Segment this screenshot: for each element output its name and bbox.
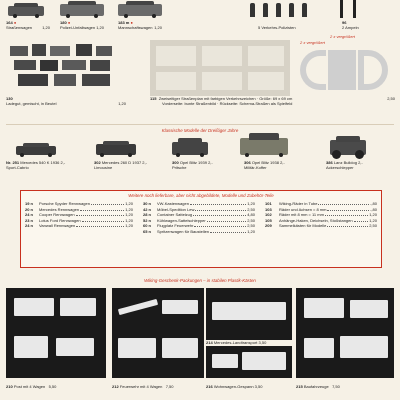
road-pieces-photo [300, 46, 390, 94]
list-item: 102 Räder mit 8 mm = 11 mm 1,20 [265, 212, 377, 218]
traffic-lights [340, 0, 380, 18]
list-item: 52 n Kühlwagen-Sattelschlepper 2,50 [143, 217, 255, 223]
gift-packs-heading: Wiking-Geschenk-Packungen – in stabilen Plastik-Kästen [144, 278, 256, 283]
top-item-96: 96 2 Ampeln [342, 20, 359, 30]
item-115: 115 Zweiseitiger Straßenplan mit farbigen Verkehrszeichen · Größe: 69 x 69 cm 2,50 Vorderseite: bunte Straßenbild · Rückseite: Schema-Straßen als Spielfeld [150, 96, 395, 106]
top-item-police: 5 Verkehrs-Polizisten [258, 25, 296, 30]
top-row [0, 0, 400, 40]
top-item-180: 180 ● Polizei-Unfallwagen 1,20 [60, 20, 104, 30]
list-col-1 [25, 201, 133, 229]
list-item: 60 n Flugplatz Feuerwehr 2,50 [143, 223, 255, 229]
gift-item-212: 212 Feuerwehr mit 4 Wagen 7,50 [112, 384, 174, 389]
thirties-item-251: Nr. 251 Mercedes 540 K 1936 2,- Sport-Cabrio [6, 160, 66, 170]
list-item: 42 n Möbel-Spedition Lew 2,50 [143, 206, 255, 212]
divider-1 [6, 124, 394, 125]
list-item: 65 n Spritzenwagen für Baustellen 1,20 [143, 228, 255, 234]
gift-pack-photo-214 [206, 288, 292, 340]
thirties-heading: Klassische Modelle der Dreißiger Jahre [161, 128, 239, 133]
item-130: 130 Ladegut, gemischt, in Beutel 1,20 [6, 96, 126, 106]
list-item: 28 n Container Sattelzug 4,80 [143, 212, 255, 218]
thirties-item-300: 300 Opel Blitz 1939 2,- Pritsche [172, 160, 213, 170]
list-item: 209 Sammelkästen für Modelle 2,50 [265, 223, 377, 229]
gift-pack-photo-210 [6, 288, 106, 378]
gift-item-216: 216 Wohnwagen-Gespann 3,50 [206, 384, 263, 389]
top-item-164: 164 ● Straßenwagen 1,20 [6, 20, 50, 30]
gift-packs-section [0, 276, 400, 400]
list-item: 24 n Cooper Rennwagen 1,20 [25, 212, 133, 218]
more-models-heading: Weitere noch lieferbare, aber nicht abgebildete, Modelle und Zubehör-Teile [128, 193, 274, 198]
thirties-item-386: 386 Lanz Bulldog 2,- Ackerschlepper [326, 160, 363, 170]
car-photo-164 [8, 6, 44, 16]
top-item-183m: 183 m ● Mannschaftswagen 1,20 [118, 20, 162, 30]
list-item: 24 n Vanwall Rennwagen 1,20 [25, 223, 133, 229]
street-plan-photo [150, 40, 290, 96]
car-photo-183m [118, 4, 162, 16]
gift-pack-photo-212 [112, 288, 204, 378]
car-photo-180 [60, 4, 104, 16]
thirties-item-302: 302 Mercedes 260 D 1937 2,- Limousine [94, 160, 147, 170]
list-item: 23 n Lotus Ford Rennwagen 1,20 [25, 217, 133, 223]
more-models-box [20, 190, 382, 268]
gift-item-210: 210 Post mit 4 Wagen 5,50 [6, 384, 57, 389]
car-photo-306 [240, 138, 288, 155]
gift-item-215: 215 Baufahrzeuge 7,50 [296, 384, 340, 389]
second-row [0, 40, 400, 110]
list-col-2 [143, 201, 255, 235]
thirties-item-306: 306 Opel Blitz 1938 2,- Militär-Koffer [244, 160, 285, 170]
thirties-section [0, 126, 400, 188]
car-photo-386 [330, 140, 366, 155]
list-item: 101 Wiking-Räder in Tube -,80 [265, 201, 377, 206]
car-photo-302 [96, 144, 136, 155]
list-item: 105 Anhänge-Haken, Deichseln, Stoßstangen 1,20 [265, 217, 377, 223]
gift-pack-photo-216 [206, 346, 292, 378]
gift-pack-photo-215 [296, 288, 394, 378]
car-photo-251 [16, 146, 56, 155]
list-item: 30 n VW-Kastenwagen 1,20 [143, 201, 255, 206]
list-item: 103 Räder und Achsen = 8 mm -,80 [265, 206, 377, 212]
list-item: 19 n Porsche Spyder Rennwagen 1,20 [25, 201, 133, 206]
police-figures [250, 3, 310, 17]
car-photo-300 [172, 142, 208, 155]
gift-item-214: 214 Mercedes-Landtransport 3,50 [206, 340, 267, 345]
list-col-3 [265, 201, 377, 229]
enlarged-note-top: 2 x vergrößert [330, 34, 355, 39]
cargo-photo [6, 42, 116, 92]
enlarged-note: 2 x vergrößert [300, 40, 325, 45]
list-item: 20 n Mercedes Rennwagen 1,20 [25, 206, 133, 212]
